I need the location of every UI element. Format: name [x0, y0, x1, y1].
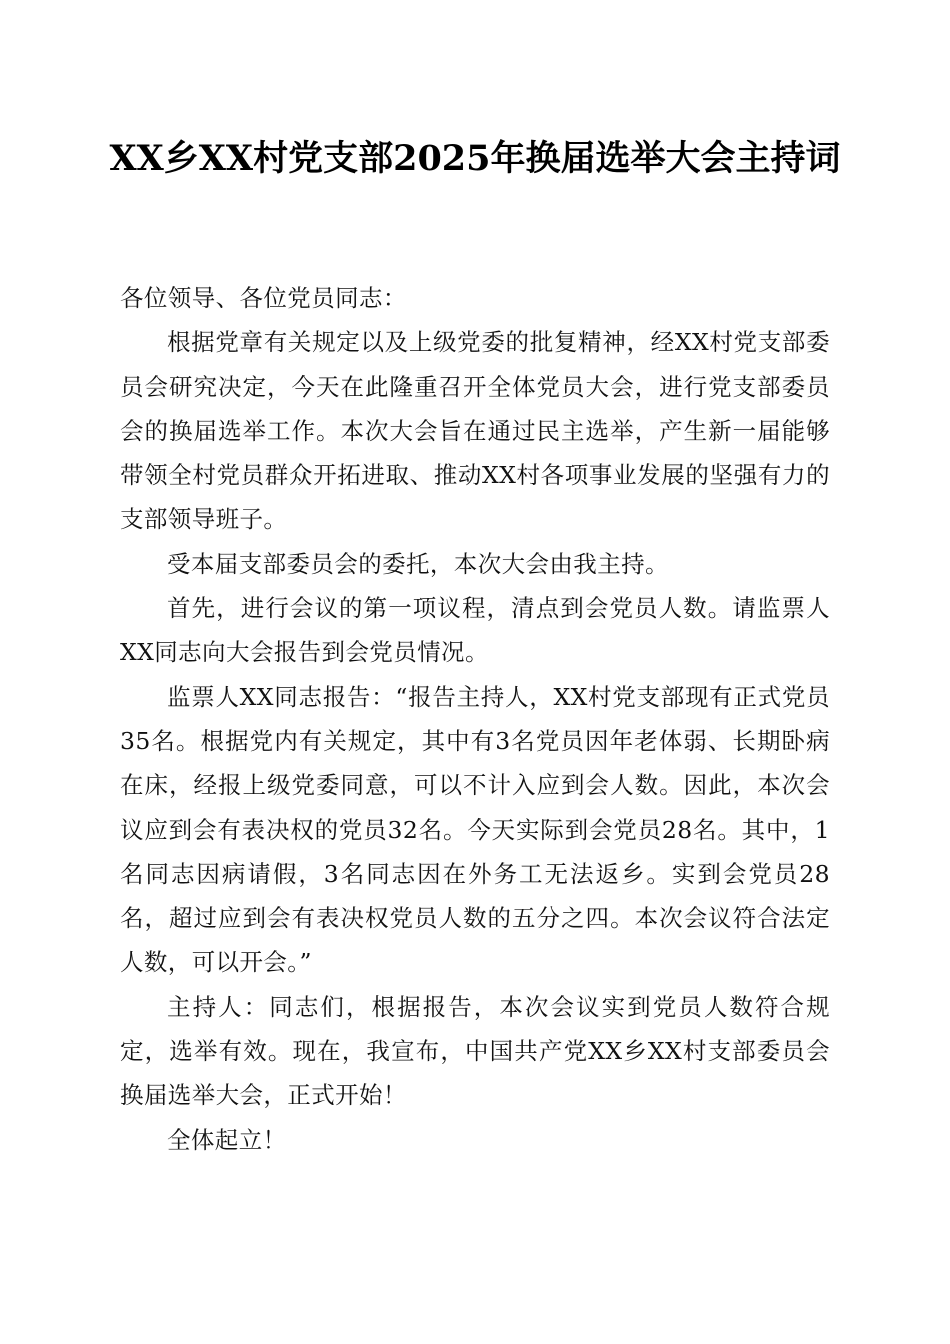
paragraph-host-intro: 受本届支部委员会的委托，本次大会由我主持。 — [167, 549, 669, 578]
document-title: XX乡XX村党支部2025年换届选举大会主持词 — [109, 138, 841, 179]
document-body — [120, 276, 830, 1162]
paragraph-first-agenda: 首先，进行会议的第一项议程，清点到会党员人数。请监票人XX同志向大会报告到会党员情况。 — [120, 594, 830, 667]
paragraph-opening: 根据党章有关规定以及上级党委的批复精神，经XX村党支部委员会研究决定，今天在此隆重召开全体党员大会，进行党支部委员会的换届选举工作。本次大会旨在通过民主选举，产生新一届能够带领全村党员群众开拓进取、推动XX村各项事业发展的坚强有力的支部领导班子。 — [120, 328, 830, 534]
paragraph-vote-report: 监票人XX同志报告：“报告主持人，XX村党支部现有正式党员35名。根据党内有关规定，其中有3名党员因年老体弱、长期卧病在床，经报上级党委同意，可以不计入应到会人数。因此，本次会议应到会有表决权的党员32名。今天实际到会党员28名。其中，1名同志因病请假，3名同志因在外务工无法返乡。实到会党员28名，超过应到会有表决权党员人数的五分之四。本次会议符合法定人数，可以开会。” — [120, 682, 830, 977]
paragraph-stand-up: 全体起立！ — [167, 1125, 287, 1154]
salutation: 各位领导、各位党员同志： — [120, 284, 407, 312]
paragraph-announcement: 主持人：同志们，根据报告，本次会议实到党员人数符合规定，选举有效。现在，我宣布，中国共产党XX乡XX村支部委员会换届选举大会，正式开始！ — [120, 992, 830, 1110]
